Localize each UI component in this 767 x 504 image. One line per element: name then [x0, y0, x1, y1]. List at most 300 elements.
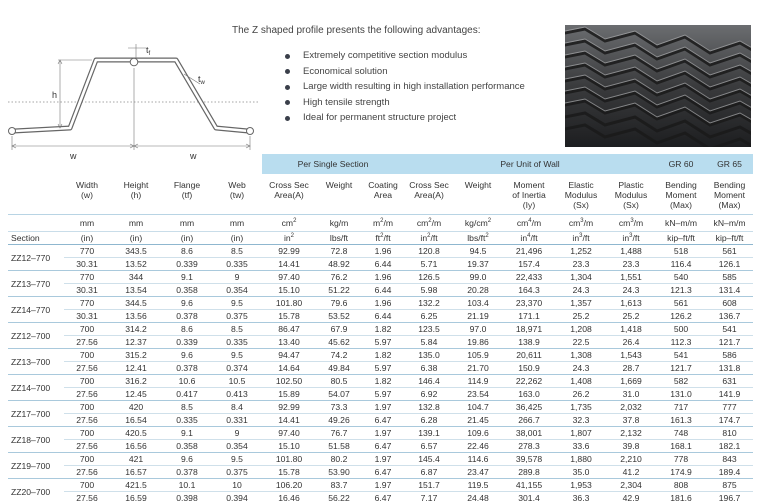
table-cell: 24.3	[606, 284, 656, 297]
table-cell: 344	[110, 271, 162, 284]
table-row-metric	[8, 401, 753, 414]
advantage-item: Extremely competitive section modulus	[285, 48, 525, 64]
table-cell: 0.354	[212, 440, 262, 453]
table-cell: 132.8	[404, 401, 454, 414]
table-cell: 151.7	[404, 479, 454, 492]
table-cell: 0.413	[212, 388, 262, 401]
table-cell: 83.7	[316, 479, 362, 492]
table-cell: 79.6	[316, 297, 362, 310]
table-cell: 26.2	[556, 388, 606, 401]
table-cell: 1,880	[556, 453, 606, 466]
table-cell: 14.64	[262, 362, 316, 375]
table-row-metric	[8, 271, 753, 284]
table-cell: 97.40	[262, 427, 316, 440]
table-cell: 0.358	[162, 440, 212, 453]
table-cell: 266.7	[502, 414, 556, 427]
table-cell: 1,488	[606, 245, 656, 258]
table-cell: 54.07	[316, 388, 362, 401]
table-cell: 74.2	[316, 349, 362, 362]
table-cell: 174.7	[706, 414, 753, 427]
table-cell: 541	[656, 349, 706, 362]
table-cell: 33.6	[556, 440, 606, 453]
column-header: Weight	[316, 174, 362, 215]
table-cell: 102.50	[262, 375, 316, 388]
table-cell: 53.52	[316, 310, 362, 323]
table-cell: 2,032	[606, 401, 656, 414]
label-h: h	[52, 90, 57, 100]
table-cell: 315.2	[110, 349, 162, 362]
table-cell: 126.5	[404, 271, 454, 284]
table-cell: 13.56	[110, 310, 162, 323]
table-cell: 700	[64, 479, 110, 492]
table-cell: 14.41	[262, 258, 316, 271]
table-cell: 1,953	[556, 479, 606, 492]
table-cell: 10.6	[162, 375, 212, 388]
table-cell: 8.5	[162, 401, 212, 414]
table-cell: 700	[64, 427, 110, 440]
label-tf: t	[146, 45, 149, 55]
table-cell: 109.6	[454, 427, 502, 440]
table-cell: 6.44	[362, 310, 404, 323]
table-cell: 9	[212, 427, 262, 440]
column-header: Coating Area	[362, 174, 404, 215]
table-cell: 25.2	[556, 310, 606, 323]
column-header: Elastic Modulus (Sx)	[556, 174, 606, 215]
table-cell: 0.398	[162, 492, 212, 504]
bullet-icon	[285, 100, 290, 105]
column-header: Plastic Modulus (Sx)	[606, 174, 656, 215]
table-cell: 316.2	[110, 375, 162, 388]
table-row-imperial	[8, 336, 753, 349]
z-profile-diagram	[0, 0, 262, 160]
table-cell: 15.10	[262, 284, 316, 297]
group-per-section: Per Single Section	[262, 154, 404, 174]
unit-cell: kg/m	[316, 215, 362, 232]
table-cell: 126.2	[656, 310, 706, 323]
table-cell: 20,611	[502, 349, 556, 362]
table-cell: 139.1	[404, 427, 454, 440]
svg-text:tf	[146, 45, 151, 57]
table-cell: 9.1	[162, 271, 212, 284]
table-cell: 6.92	[404, 388, 454, 401]
table-cell: 9.6	[162, 349, 212, 362]
label-w-right: w	[189, 151, 197, 160]
table-cell: 0.375	[212, 466, 262, 479]
table-cell: 10.1	[162, 479, 212, 492]
table-cell: 94.5	[454, 245, 502, 258]
table-cell: 608	[706, 297, 753, 310]
table-row-metric	[8, 349, 753, 362]
table-cell: 16.54	[110, 414, 162, 427]
spec-table	[8, 154, 753, 504]
table-cell: 21.70	[454, 362, 502, 375]
table-cell: 8.5	[212, 323, 262, 336]
table-cell: 0.375	[212, 310, 262, 323]
table-cell: 540	[656, 271, 706, 284]
table-cell: 27.56	[64, 414, 110, 427]
unit-cell: $m^2/m$	[362, 215, 404, 232]
table-cell: 24.3	[556, 362, 606, 375]
svg-text:tw	[198, 74, 206, 86]
advantage-item: Ideal for permanent structure project	[285, 110, 525, 126]
table-cell: 6.44	[362, 258, 404, 271]
table-cell: 27.56	[64, 440, 110, 453]
table-cell: 21,496	[502, 245, 556, 258]
table-cell: 1,735	[556, 401, 606, 414]
column-header: Web (tw)	[212, 174, 262, 215]
table-cell: 770	[64, 245, 110, 258]
table-cell: 35.0	[556, 466, 606, 479]
table-cell: 30.31	[64, 310, 110, 323]
unit-cell: kN–m/m	[706, 215, 753, 232]
table-cell: 131.0	[656, 388, 706, 401]
table-cell: 0.378	[162, 362, 212, 375]
bullet-icon	[285, 69, 290, 74]
table-cell: 6.87	[404, 466, 454, 479]
table-cell: 0.331	[212, 414, 262, 427]
table-cell: 21.45	[454, 414, 502, 427]
table-cell: 561	[706, 245, 753, 258]
table-cell: 126.1	[706, 258, 753, 271]
table-cell: 112.3	[656, 336, 706, 349]
table-cell: 27.56	[64, 492, 110, 504]
table-cell: 9.1	[162, 427, 212, 440]
table-cell: 24.48	[454, 492, 502, 504]
table-cell: 13.54	[110, 284, 162, 297]
table-cell: 157.4	[502, 258, 556, 271]
column-header	[8, 174, 64, 215]
label-tf-sub: f	[149, 51, 151, 57]
table-cell: 301.4	[502, 492, 556, 504]
table-row-metric	[8, 453, 753, 466]
table-cell: 9.5	[212, 297, 262, 310]
table-cell: 12.41	[110, 362, 162, 375]
table-cell: 518	[656, 245, 706, 258]
table-cell: 30.31	[64, 284, 110, 297]
table-cell: 132.2	[404, 297, 454, 310]
table-cell: 421.5	[110, 479, 162, 492]
table-cell: 121.3	[656, 284, 706, 297]
table-cell: 114.9	[454, 375, 502, 388]
table-cell: 12.37	[110, 336, 162, 349]
table-cell: 1.97	[362, 401, 404, 414]
table-cell: 1.97	[362, 479, 404, 492]
table-cell: 121.7	[706, 336, 753, 349]
table-cell: 145.4	[404, 453, 454, 466]
section-name: ZZ14–700	[8, 375, 64, 401]
section-name: ZZ13–700	[8, 349, 64, 375]
table-cell: 13.40	[262, 336, 316, 349]
table-cell: 114.6	[454, 453, 502, 466]
table-cell: 700	[64, 323, 110, 336]
table-cell: 500	[656, 323, 706, 336]
table-cell: 585	[706, 271, 753, 284]
column-header: Height (h)	[110, 174, 162, 215]
table-cell: 19.86	[454, 336, 502, 349]
table-cell: 22,262	[502, 375, 556, 388]
table-cell: 9.6	[162, 453, 212, 466]
advantage-item: Economical solution	[285, 64, 525, 80]
table-cell: 27.56	[64, 388, 110, 401]
table-cell: 49.84	[316, 362, 362, 375]
unit-section-label: Section	[8, 232, 64, 245]
section-name: ZZ17–700	[8, 401, 64, 427]
table-cell: 421	[110, 453, 162, 466]
section-name: ZZ20–700	[8, 479, 64, 504]
table-cell: 6.25	[404, 310, 454, 323]
table-cell: 6.44	[362, 284, 404, 297]
table-cell: 131.8	[706, 362, 753, 375]
advantage-item: Large width resulting in high installation performance	[285, 79, 525, 95]
unit-cell: $in^2/ft$	[404, 232, 454, 245]
table-row-imperial	[8, 284, 753, 297]
group-gr65: GR 65	[706, 154, 753, 174]
table-cell: 182.1	[706, 440, 753, 453]
table-cell: 80.5	[316, 375, 362, 388]
table-cell: 700	[64, 453, 110, 466]
advantage-item: High tensile strength	[285, 95, 525, 111]
unit-cell: $kg/cm^2$	[454, 215, 502, 232]
table-cell: 420.5	[110, 427, 162, 440]
table-cell: 344.5	[110, 297, 162, 310]
column-header: Flange (tf)	[162, 174, 212, 215]
table-cell: 37.8	[606, 414, 656, 427]
table-cell: 138.9	[502, 336, 556, 349]
section-name: ZZ12–770	[8, 245, 64, 271]
table-cell: 1,418	[606, 323, 656, 336]
table-cell: 778	[656, 453, 706, 466]
table-cell: 36.3	[556, 492, 606, 504]
table-cell: 1.82	[362, 375, 404, 388]
advantages-list	[285, 48, 525, 126]
table-cell: 24.3	[556, 284, 606, 297]
unit-cell: mm	[64, 215, 110, 232]
stacked-piles-photo	[565, 25, 751, 147]
table-cell: 1,252	[556, 245, 606, 258]
table-cell: 92.99	[262, 401, 316, 414]
table-cell: 121.7	[656, 362, 706, 375]
table-cell: 168.1	[656, 440, 706, 453]
table-row-imperial	[8, 492, 753, 504]
table-cell: 748	[656, 427, 706, 440]
column-header: Bending Moment (Max)	[706, 174, 753, 215]
table-cell: 163.0	[502, 388, 556, 401]
unit-cell: kip–ft/ft	[706, 232, 753, 245]
table-cell: 6.38	[404, 362, 454, 375]
table-cell: 420	[110, 401, 162, 414]
table-cell: 23.3	[606, 258, 656, 271]
unit-cell: lbs/$ft^2$	[454, 232, 502, 245]
table-cell: 32.3	[556, 414, 606, 427]
table-cell: 8.6	[162, 245, 212, 258]
table-row-metric	[8, 323, 753, 336]
table-cell: 73.3	[316, 401, 362, 414]
unit-cell: mm	[212, 215, 262, 232]
table-cell: 1,408	[556, 375, 606, 388]
table-cell: 106.20	[262, 479, 316, 492]
table-cell: 39.8	[606, 440, 656, 453]
table-cell: 41.2	[606, 466, 656, 479]
table-cell: 843	[706, 453, 753, 466]
interlock-right	[247, 128, 254, 135]
unit-cell: $ft^2/ft$	[362, 232, 404, 245]
advantages-intro: The Z shaped profile presents the following advantages:	[232, 25, 481, 36]
bullet-icon	[285, 85, 290, 90]
unit-cell: $in^3/ft$	[556, 232, 606, 245]
table-cell: 101.80	[262, 297, 316, 310]
table-cell: 15.78	[262, 466, 316, 479]
table-cell: 16.46	[262, 492, 316, 504]
table-row-imperial	[8, 466, 753, 479]
table-cell: 116.4	[656, 258, 706, 271]
table-cell: 808	[656, 479, 706, 492]
table-cell: 586	[706, 349, 753, 362]
units-metric-row	[8, 215, 753, 232]
table-row-metric	[8, 479, 753, 492]
unit-cell: $in^3/ft$	[606, 232, 656, 245]
table-cell: 123.5	[404, 323, 454, 336]
table-cell: 105.9	[454, 349, 502, 362]
table-cell: 0.374	[212, 362, 262, 375]
table-cell: 6.28	[404, 414, 454, 427]
table-cell: 7.17	[404, 492, 454, 504]
table-cell: 136.7	[706, 310, 753, 323]
table-cell: 0.339	[162, 336, 212, 349]
table-cell: 42.9	[606, 492, 656, 504]
table-cell: 16.59	[110, 492, 162, 504]
table-cell: 94.47	[262, 349, 316, 362]
table-cell: 1,551	[606, 271, 656, 284]
table-cell: 135.0	[404, 349, 454, 362]
table-cell: 67.9	[316, 323, 362, 336]
table-cell: 1,208	[556, 323, 606, 336]
section-name: ZZ13–770	[8, 271, 64, 297]
table-cell: 22.5	[556, 336, 606, 349]
table-cell: 120.8	[404, 245, 454, 258]
unit-cell: (in)	[212, 232, 262, 245]
table-row-imperial	[8, 388, 753, 401]
unit-cell: $cm^3/m$	[606, 215, 656, 232]
table-cell: 6.47	[362, 492, 404, 504]
table-row-imperial	[8, 310, 753, 323]
table-cell: 99.0	[454, 271, 502, 284]
table-row-metric	[8, 245, 753, 258]
label-w-left: w	[69, 151, 77, 160]
table-cell: 1,357	[556, 297, 606, 310]
table-cell: 41,155	[502, 479, 556, 492]
table-cell: 49.26	[316, 414, 362, 427]
unit-cell: (in)	[162, 232, 212, 245]
table-cell: 0.358	[162, 284, 212, 297]
table-cell: 1.97	[362, 453, 404, 466]
table-cell: 27.56	[64, 336, 110, 349]
table-cell: 2,304	[606, 479, 656, 492]
section-name: ZZ18–700	[8, 427, 64, 453]
table-cell: 0.339	[162, 258, 212, 271]
table-cell: 5.98	[404, 284, 454, 297]
table-cell: 0.335	[212, 336, 262, 349]
table-cell: 196.7	[706, 492, 753, 504]
table-row-metric	[8, 375, 753, 388]
table-cell: 1,613	[606, 297, 656, 310]
table-cell: 51.22	[316, 284, 362, 297]
table-cell: 10.5	[212, 375, 262, 388]
table-cell: 5.71	[404, 258, 454, 271]
table-cell: 181.6	[656, 492, 706, 504]
bullet-icon	[285, 116, 290, 121]
table-cell: 22.46	[454, 440, 502, 453]
table-cell: 1.82	[362, 349, 404, 362]
table-cell: 0.335	[162, 414, 212, 427]
table-cell: 700	[64, 375, 110, 388]
section-name: ZZ19–700	[8, 453, 64, 479]
table-cell: 15.78	[262, 310, 316, 323]
table-cell: 5.84	[404, 336, 454, 349]
table-cell: 15.10	[262, 440, 316, 453]
table-cell: 8.5	[212, 245, 262, 258]
table-cell: 20.28	[454, 284, 502, 297]
table-cell: 0.335	[212, 258, 262, 271]
table-cell: 2,210	[606, 453, 656, 466]
table-cell: 12.45	[110, 388, 162, 401]
table-cell: 189.4	[706, 466, 753, 479]
table-cell: 23.54	[454, 388, 502, 401]
table-cell: 0.378	[162, 466, 212, 479]
unit-cell: $in^2$	[262, 232, 316, 245]
table-cell: 9.6	[162, 297, 212, 310]
interlock-left	[9, 128, 16, 135]
table-row-metric	[8, 297, 753, 310]
table-cell: 80.2	[316, 453, 362, 466]
table-cell: 174.9	[656, 466, 706, 479]
table-cell: 9.5	[212, 453, 262, 466]
table-cell: 16.57	[110, 466, 162, 479]
table-cell: 25.2	[606, 310, 656, 323]
bullet-icon	[285, 54, 290, 59]
table-cell: 6.47	[362, 440, 404, 453]
table-cell: 97.40	[262, 271, 316, 284]
table-cell: 8.6	[162, 323, 212, 336]
column-header: Weight	[454, 174, 502, 215]
column-header-row	[8, 174, 753, 215]
table-cell: 56.22	[316, 492, 362, 504]
table-cell: 1.96	[362, 245, 404, 258]
label-tw: t	[198, 74, 201, 84]
table-cell: 770	[64, 271, 110, 284]
table-cell: 18,971	[502, 323, 556, 336]
table-cell: 0.354	[212, 284, 262, 297]
table-cell: 28.7	[606, 362, 656, 375]
column-header: Moment of Inertia (Iy)	[502, 174, 556, 215]
table-cell: 22,433	[502, 271, 556, 284]
table-cell: 26.4	[606, 336, 656, 349]
table-cell: 777	[706, 401, 753, 414]
table-cell: 2,132	[606, 427, 656, 440]
table-cell: 1,304	[556, 271, 606, 284]
table-cell: 5.97	[362, 388, 404, 401]
table-row-imperial	[8, 440, 753, 453]
unit-cell: kip–ft/ft	[656, 232, 706, 245]
table-cell: 1,669	[606, 375, 656, 388]
table-cell: 717	[656, 401, 706, 414]
table-cell: 6.57	[404, 440, 454, 453]
table-row-metric	[8, 427, 753, 440]
table-cell: 5.97	[362, 362, 404, 375]
table-cell: 770	[64, 297, 110, 310]
unit-cell: mm	[110, 215, 162, 232]
unit-cell: $cm^2$	[262, 215, 316, 232]
table-cell: 289.8	[502, 466, 556, 479]
